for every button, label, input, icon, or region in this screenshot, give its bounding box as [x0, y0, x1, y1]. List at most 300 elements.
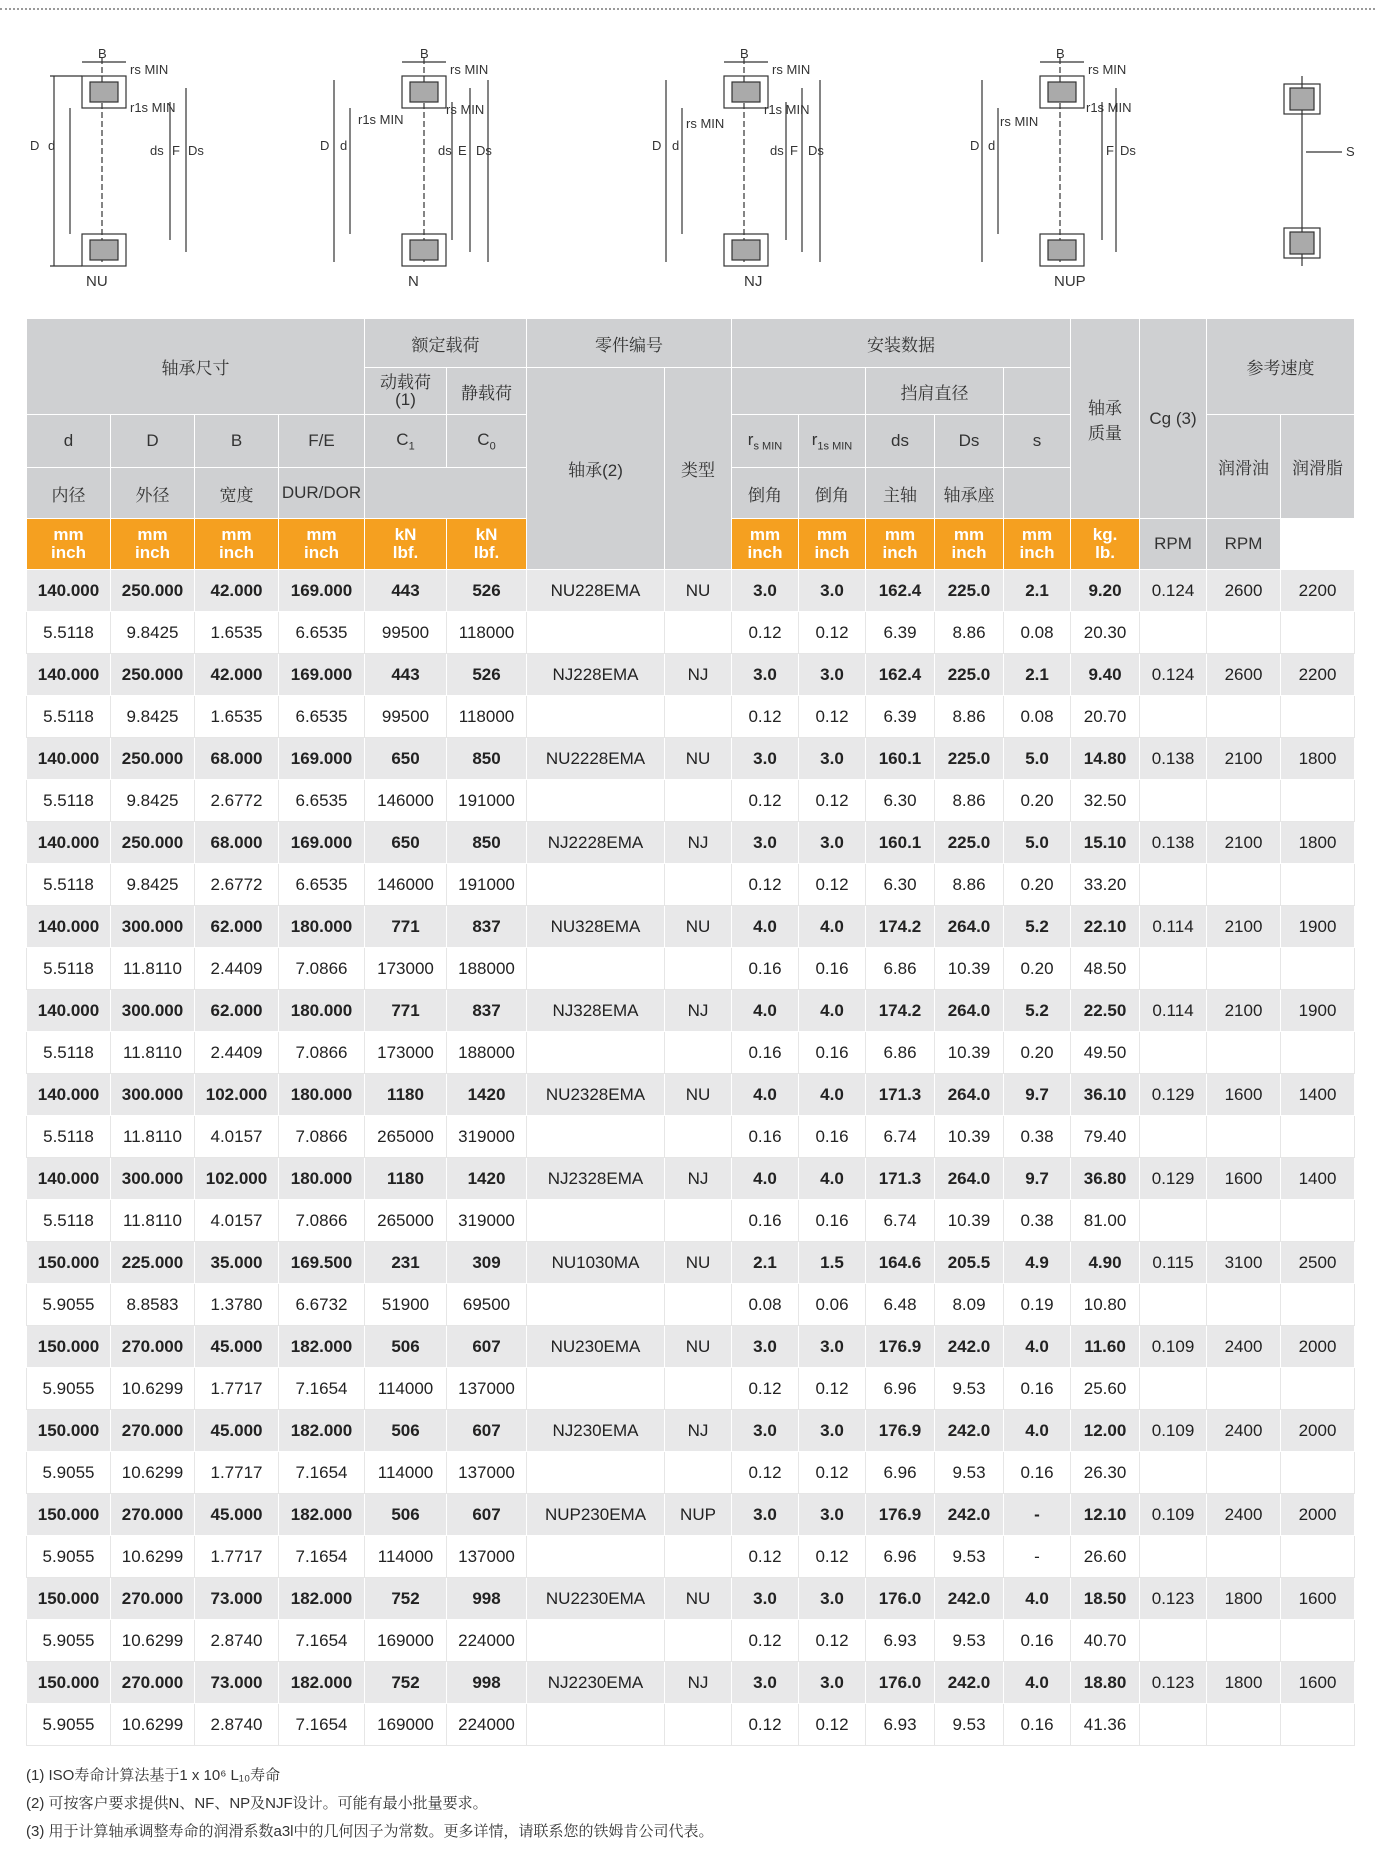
table-cell: 169.000 [279, 570, 365, 612]
header-FE-cn: DUR/DOR [279, 468, 365, 519]
table-row-imperial [27, 1452, 1355, 1494]
table-cell: 225.000 [111, 1242, 195, 1284]
table-cell: 6.96 [866, 1536, 935, 1578]
table-cell: 62.000 [195, 906, 279, 948]
table-cell: 9.53 [935, 1704, 1004, 1746]
table-cell [1207, 1200, 1281, 1242]
table-cell: 0.129 [1140, 1158, 1207, 1200]
table-cell: 32.50 [1071, 780, 1140, 822]
table-cell [665, 1200, 732, 1242]
table-cell: 242.0 [935, 1662, 1004, 1704]
table-cell: 42.000 [195, 654, 279, 696]
table-cell: 270.000 [111, 1494, 195, 1536]
table-cell: 0.20 [1004, 780, 1071, 822]
table-row-imperial [27, 780, 1355, 822]
table-cell [665, 1032, 732, 1074]
table-cell: 0.16 [732, 1116, 799, 1158]
table-row-metric [27, 990, 1355, 1032]
table-cell: 10.39 [935, 1032, 1004, 1074]
table-cell: 2.6772 [195, 864, 279, 906]
unit-d: mm inch [27, 519, 111, 570]
table-cell: 41.36 [1071, 1704, 1140, 1746]
table-cell: 15.10 [1071, 822, 1140, 864]
table-cell: 2200 [1281, 570, 1355, 612]
table-cell [665, 1536, 732, 1578]
table-cell: 36.80 [1071, 1158, 1140, 1200]
table-cell [1207, 864, 1281, 906]
table-cell: 0.08 [1004, 612, 1071, 654]
table-cell [527, 1704, 665, 1746]
header-blank-mount [732, 368, 866, 415]
table-cell [1140, 1536, 1207, 1578]
table-cell: 225.0 [935, 654, 1004, 696]
table-cell: NU [665, 570, 732, 612]
table-cell: 7.0866 [279, 1200, 365, 1242]
unit-B: mm inch [195, 519, 279, 570]
table-cell [1140, 948, 1207, 990]
table-cell [1281, 696, 1355, 738]
table-cell: 0.08 [732, 1284, 799, 1326]
table-cell: 242.0 [935, 1494, 1004, 1536]
svg-text:d: d [672, 138, 680, 153]
table-cell: 771 [365, 990, 447, 1032]
table-cell: 6.93 [866, 1620, 935, 1662]
header-s: s [1004, 415, 1071, 468]
table-row-imperial [27, 1284, 1355, 1326]
table-cell: 4.9 [1004, 1242, 1071, 1284]
table-cell: 182.000 [279, 1578, 365, 1620]
table-cell: 7.1654 [279, 1620, 365, 1662]
diagram-caption-nu: NU [86, 273, 108, 290]
table-cell: 0.123 [1140, 1578, 1207, 1620]
table-cell: 0.12 [799, 1704, 866, 1746]
table-cell: 176.0 [866, 1662, 935, 1704]
table-cell: 264.0 [935, 1158, 1004, 1200]
header-mount: 安装数据 [732, 319, 1071, 368]
table-cell: 1900 [1281, 906, 1355, 948]
table-cell: 4.0 [799, 1074, 866, 1116]
table-cell [1281, 1032, 1355, 1074]
table-cell: 5.5118 [27, 696, 111, 738]
table-cell: 2000 [1281, 1410, 1355, 1452]
table-cell: 160.1 [866, 738, 935, 780]
table-row-imperial [27, 1116, 1355, 1158]
svg-text:B: B [98, 46, 107, 61]
table-cell: 8.86 [935, 780, 1004, 822]
table-cell: 81.00 [1071, 1200, 1140, 1242]
table-cell: 2500 [1281, 1242, 1355, 1284]
table-cell: 1800 [1281, 822, 1355, 864]
table-cell: 11.8110 [111, 1032, 195, 1074]
table-cell: 3.0 [799, 1662, 866, 1704]
table-cell: 79.40 [1071, 1116, 1140, 1158]
table-cell [1140, 1116, 1207, 1158]
table-cell: 0.115 [1140, 1242, 1207, 1284]
table-cell: 270.000 [111, 1578, 195, 1620]
table-cell: 40.70 [1071, 1620, 1140, 1662]
table-cell: 837 [447, 906, 527, 948]
table-cell: NU [665, 738, 732, 780]
table-cell: 102.000 [195, 1158, 279, 1200]
footnote-3: (3) 用于计算轴承调整寿命的润滑系数a3l中的几何因子为常数。更多详情，请联系您的铁姆肯公司代表。 [26, 1823, 714, 1840]
table-row-imperial [27, 1620, 1355, 1662]
table-cell: 0.123 [1140, 1662, 1207, 1704]
table-cell: 173000 [365, 1032, 447, 1074]
table-cell: 0.20 [1004, 864, 1071, 906]
table-cell: 2100 [1207, 990, 1281, 1032]
table-cell: 6.39 [866, 612, 935, 654]
svg-text:rs MIN: rs MIN [772, 62, 811, 77]
table-cell: 11.8110 [111, 948, 195, 990]
table-cell: 0.138 [1140, 738, 1207, 780]
table-cell: 0.12 [799, 1536, 866, 1578]
table-cell: 4.0 [732, 990, 799, 1032]
table-cell: 837 [447, 990, 527, 1032]
table-cell: 4.0157 [195, 1116, 279, 1158]
table-cell: 6.48 [866, 1284, 935, 1326]
table-cell: 650 [365, 738, 447, 780]
table-cell: 102.000 [195, 1074, 279, 1116]
svg-text:r1s MIN: r1s MIN [130, 100, 176, 115]
table-cell: NU [665, 1326, 732, 1368]
table-cell: 5.5118 [27, 780, 111, 822]
table-cell: 1600 [1207, 1074, 1281, 1116]
svg-text:d: d [340, 138, 348, 153]
table-cell: 22.10 [1071, 906, 1140, 948]
table-cell: 2000 [1281, 1494, 1355, 1536]
table-cell [665, 1284, 732, 1326]
table-cell: 176.9 [866, 1326, 935, 1368]
table-cell: 264.0 [935, 1074, 1004, 1116]
table-cell [1281, 1116, 1355, 1158]
table-cell: 137000 [447, 1536, 527, 1578]
table-row-metric [27, 1158, 1355, 1200]
table-cell [665, 1620, 732, 1662]
table-cell: 2400 [1207, 1494, 1281, 1536]
table-cell: 2.1 [732, 1242, 799, 1284]
table-cell: 0.138 [1140, 822, 1207, 864]
table-cell: 1.6535 [195, 612, 279, 654]
table-cell: 7.1654 [279, 1368, 365, 1410]
table-cell: 1800 [1281, 738, 1355, 780]
footnote-1: (1) ISO寿命计算法基于1 x 10⁶ L₁₀寿命 [26, 1767, 281, 1784]
table-cell: 33.20 [1071, 864, 1140, 906]
table-cell [1207, 1452, 1281, 1494]
table-cell: 224000 [447, 1704, 527, 1746]
header-ds-cn: 主轴 [866, 468, 935, 519]
table-cell [527, 1284, 665, 1326]
table-cell: 0.16 [799, 1116, 866, 1158]
table-cell: 5.0 [1004, 738, 1071, 780]
table-cell: 5.5118 [27, 948, 111, 990]
table-row-metric [27, 1410, 1355, 1452]
table-cell: 0.16 [799, 1032, 866, 1074]
table-row-metric [27, 1242, 1355, 1284]
table-cell: 10.39 [935, 1116, 1004, 1158]
table-cell: 1.3780 [195, 1284, 279, 1326]
table-cell: 0.06 [799, 1284, 866, 1326]
header-shoulder: 挡肩直径 [866, 368, 1004, 415]
table-cell: 1800 [1207, 1662, 1281, 1704]
table-cell: 140.000 [27, 738, 111, 780]
table-cell: 45.000 [195, 1326, 279, 1368]
svg-text:F: F [790, 143, 798, 158]
table-cell: 169.500 [279, 1242, 365, 1284]
header-bearing: 轴承(2) [527, 368, 665, 570]
header-part: 零件编号 [527, 319, 732, 368]
table-cell: 506 [365, 1410, 447, 1452]
table-row-imperial [27, 864, 1355, 906]
svg-text:B: B [1056, 46, 1065, 61]
table-cell [665, 1116, 732, 1158]
table-cell [1207, 1368, 1281, 1410]
table-cell: 10.6299 [111, 1368, 195, 1410]
table-cell: 250.000 [111, 738, 195, 780]
table-cell: 4.0 [732, 1158, 799, 1200]
table-row-metric [27, 906, 1355, 948]
table-cell: 180.000 [279, 1074, 365, 1116]
table-cell: 7.1654 [279, 1704, 365, 1746]
table-cell: 2200 [1281, 654, 1355, 696]
svg-text:S: S [1346, 144, 1355, 159]
table-cell: 25.60 [1071, 1368, 1140, 1410]
table-cell [1207, 1284, 1281, 1326]
table-cell: 3.0 [732, 1326, 799, 1368]
table-cell: 0.38 [1004, 1200, 1071, 1242]
table-cell [527, 696, 665, 738]
table-cell: - [1004, 1494, 1071, 1536]
table-cell: 20.30 [1071, 612, 1140, 654]
table-cell: 162.4 [866, 654, 935, 696]
table-cell: 0.12 [732, 696, 799, 738]
table-cell: 191000 [447, 864, 527, 906]
table-cell: 9.8425 [111, 864, 195, 906]
diagram-caption-nup: NUP [1054, 273, 1086, 290]
table-cell: 6.86 [866, 1032, 935, 1074]
table-cell: 6.6732 [279, 1284, 365, 1326]
table-cell: 3.0 [732, 738, 799, 780]
table-cell: 169.000 [279, 822, 365, 864]
table-cell: 26.60 [1071, 1536, 1140, 1578]
header-grease: 润滑脂 [1281, 415, 1355, 519]
table-cell: 265000 [365, 1116, 447, 1158]
header-FE: F/E [279, 415, 365, 468]
table-cell: NU2228EMA [527, 738, 665, 780]
table-cell [527, 1200, 665, 1242]
svg-text:F: F [172, 143, 180, 158]
svg-text:F: F [1106, 143, 1114, 158]
table-cell: NJ2230EMA [527, 1662, 665, 1704]
table-cell: 10.6299 [111, 1620, 195, 1662]
header-C1: $C_1$ [365, 415, 447, 468]
table-cell: 3.0 [799, 654, 866, 696]
svg-text:ds: ds [438, 143, 452, 158]
table-cell [1140, 696, 1207, 738]
table-cell: 1.7717 [195, 1452, 279, 1494]
table-cell: 506 [365, 1326, 447, 1368]
table-cell: NU2328EMA [527, 1074, 665, 1116]
table-cell: 0.114 [1140, 990, 1207, 1032]
table-cell: - [1004, 1536, 1071, 1578]
table-cell [1281, 780, 1355, 822]
table-cell: 180.000 [279, 990, 365, 1032]
table-cell: 62.000 [195, 990, 279, 1032]
table-cell: 118000 [447, 612, 527, 654]
table-cell: 7.0866 [279, 1032, 365, 1074]
table-cell: 771 [365, 906, 447, 948]
table-cell: 6.74 [866, 1200, 935, 1242]
table-cell: 36.10 [1071, 1074, 1140, 1116]
table-cell: 6.39 [866, 696, 935, 738]
table-cell: 0.16 [1004, 1452, 1071, 1494]
table-cell: 176.0 [866, 1578, 935, 1620]
header-dims: 轴承尺寸 [27, 319, 365, 415]
svg-text:Ds: Ds [476, 143, 492, 158]
table-cell [1281, 1704, 1355, 1746]
table-cell: 1.6535 [195, 696, 279, 738]
table-cell: 225.0 [935, 570, 1004, 612]
table-row-imperial [27, 1368, 1355, 1410]
table-cell: 225.0 [935, 738, 1004, 780]
svg-text:d: d [988, 138, 996, 153]
table-cell: 0.114 [1140, 906, 1207, 948]
table-cell [1140, 780, 1207, 822]
table-cell: 607 [447, 1494, 527, 1536]
header-r1s-cn: 倒角 [799, 468, 866, 519]
header-B: B [195, 415, 279, 468]
table-cell [527, 1032, 665, 1074]
table-cell: 300.000 [111, 906, 195, 948]
table-cell: 171.3 [866, 1158, 935, 1200]
svg-text:rs MIN: rs MIN [130, 62, 169, 77]
table-cell: 18.80 [1071, 1662, 1140, 1704]
table-cell [1281, 1452, 1355, 1494]
svg-text:rs MIN: rs MIN [1000, 114, 1039, 129]
table-cell: 174.2 [866, 906, 935, 948]
top-dotted-border [0, 8, 1375, 10]
table-cell [1207, 1620, 1281, 1662]
table-cell: NJ [665, 822, 732, 864]
table-cell [1281, 1200, 1355, 1242]
table-cell: 10.80 [1071, 1284, 1140, 1326]
table-cell: 12.10 [1071, 1494, 1140, 1536]
svg-text:ds: ds [150, 143, 164, 158]
svg-text:B: B [420, 46, 429, 61]
table-cell: 146000 [365, 780, 447, 822]
table-cell: 6.6535 [279, 612, 365, 654]
table-cell [527, 948, 665, 990]
table-cell: NU2230EMA [527, 1578, 665, 1620]
table-cell [1207, 780, 1281, 822]
table-cell: 5.9055 [27, 1284, 111, 1326]
table-cell: 2.6772 [195, 780, 279, 822]
table-cell: 4.0 [1004, 1410, 1071, 1452]
table-cell: 0.19 [1004, 1284, 1071, 1326]
table-cell: NJ [665, 990, 732, 1032]
table-cell: 8.86 [935, 696, 1004, 738]
table-cell: 146000 [365, 864, 447, 906]
table-cell: 3100 [1207, 1242, 1281, 1284]
header-static-load: 静载荷 [447, 368, 527, 415]
table-cell: 506 [365, 1494, 447, 1536]
table-cell [527, 780, 665, 822]
table-cell: 188000 [447, 1032, 527, 1074]
table-row-metric [27, 822, 1355, 864]
table-cell: 3.0 [732, 654, 799, 696]
table-cell: 169.000 [279, 654, 365, 696]
table-cell: 5.5118 [27, 1116, 111, 1158]
table-cell: 1.7717 [195, 1536, 279, 1578]
unit-s: mm inch [1004, 519, 1071, 570]
table-cell: 45.000 [195, 1494, 279, 1536]
table-cell: 8.86 [935, 612, 1004, 654]
unit-ds: mm inch [866, 519, 935, 570]
table-cell: 4.0 [1004, 1578, 1071, 1620]
svg-text:rs MIN: rs MIN [446, 102, 485, 117]
table-cell [1140, 1620, 1207, 1662]
table-cell: NU [665, 1074, 732, 1116]
table-cell: 0.12 [799, 612, 866, 654]
header-D-cn: 外径 [111, 468, 195, 519]
table-cell: NJ2328EMA [527, 1158, 665, 1200]
diagram-caption-nj: NJ [744, 273, 763, 290]
header-blank-load [365, 468, 527, 519]
table-cell: 140.000 [27, 990, 111, 1032]
table-cell: 4.0 [1004, 1326, 1071, 1368]
table-row-metric [27, 738, 1355, 780]
table-cell: 176.9 [866, 1494, 935, 1536]
table-cell: 9.40 [1071, 654, 1140, 696]
table-cell: 250.000 [111, 654, 195, 696]
table-cell [665, 864, 732, 906]
table-cell: 73.000 [195, 1662, 279, 1704]
table-cell: 0.12 [799, 696, 866, 738]
header-oil: 润滑油 [1207, 415, 1281, 519]
table-cell: 180.000 [279, 1158, 365, 1200]
table-cell: 140.000 [27, 1074, 111, 1116]
table-cell: 14.80 [1071, 738, 1140, 780]
table-cell: 140.000 [27, 822, 111, 864]
table-cell: 0.16 [1004, 1368, 1071, 1410]
table-cell: 150.000 [27, 1326, 111, 1368]
svg-text:D: D [30, 138, 40, 153]
table-cell: 137000 [447, 1368, 527, 1410]
table-cell: 0.12 [799, 780, 866, 822]
table-cell: 4.0 [799, 990, 866, 1032]
bearing-diagrams [0, 40, 1375, 300]
table-cell: 3.0 [799, 738, 866, 780]
table-cell: 0.12 [732, 1368, 799, 1410]
table-cell: 171.3 [866, 1074, 935, 1116]
table-cell: 9.8425 [111, 780, 195, 822]
header-d: d [27, 415, 111, 468]
diagram-n [320, 40, 520, 295]
svg-text:D: D [970, 138, 980, 153]
table-cell [1281, 1620, 1355, 1662]
table-cell: 10.6299 [111, 1704, 195, 1746]
table-cell: 114000 [365, 1452, 447, 1494]
unit-Ds: mm inch [935, 519, 1004, 570]
table-cell: 250.000 [111, 822, 195, 864]
svg-text:D: D [652, 138, 662, 153]
table-cell: 137000 [447, 1452, 527, 1494]
table-cell: 188000 [447, 948, 527, 990]
table-cell: 164.6 [866, 1242, 935, 1284]
header-rs-cn: 倒角 [732, 468, 799, 519]
table-cell: NJ [665, 1158, 732, 1200]
table-cell: 5.2 [1004, 990, 1071, 1032]
table-cell: 264.0 [935, 990, 1004, 1032]
